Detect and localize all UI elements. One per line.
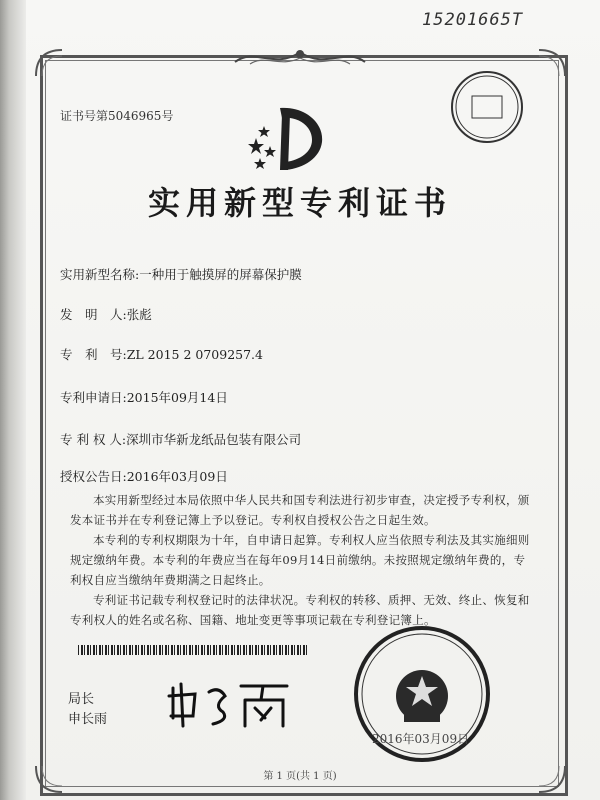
- body-paragraph: 本实用新型经过本局依照中华人民共和国专利法进行初步审查，决定授予专利权，颁发本证书并在专利登记簿上予以登记。专利权自授权公告之日起生效。: [70, 493, 530, 527]
- field-value: 2016年03月09日: [126, 469, 228, 484]
- barcode: [78, 645, 308, 655]
- top-ornament-icon: [230, 42, 370, 72]
- field-application-date: [60, 388, 228, 406]
- field-patentee: [60, 430, 301, 448]
- page-number: 第 1 页(共 1 页): [263, 771, 337, 782]
- tax-stamp-seal: [448, 68, 526, 146]
- field-value: 张彪: [126, 307, 152, 322]
- page-title: 实用新型专利证书: [147, 184, 452, 222]
- field-value: 一种用于触摸屏的屏幕保护膜: [139, 267, 302, 282]
- patent-office-emblem-icon: [242, 100, 332, 175]
- body-paragraph: 本专利的专利权期限为十年，自申请日起算。专利权人应当依照专利法及其实施细则规定缴纳年费。本专利的年费应当在每年09月14日前缴纳。未按照规定缴纳年费的，专利权自应当缴纳年费期满之日起终止。: [70, 533, 530, 587]
- field-label: 专 利 号:: [60, 347, 127, 362]
- field-value: 深圳市华新龙纸品包装有限公司: [126, 432, 302, 447]
- scan-edge-shadow: [0, 0, 26, 800]
- field-label: 实用新型名称:: [60, 267, 140, 282]
- handwritten-signature: [165, 676, 295, 731]
- signatory-name: 申长雨: [68, 712, 108, 727]
- body-paragraph: 专利证书记载专利权登记时的法律状况。专利权的转移、质押、无效、终止、恢复和专利权人的姓名或名称、国籍、地址变更等事项记载在专利登记簿上。: [70, 593, 530, 627]
- field-label: 专 利 权 人:: [60, 432, 127, 447]
- field-inventor: [60, 305, 152, 323]
- field-value: 2015年09月14日: [126, 390, 228, 405]
- signatory-role: 局长: [68, 692, 95, 707]
- field-label: 发 明 人:: [60, 307, 127, 322]
- corner-ornament-icon: [537, 48, 567, 78]
- field-patent-number: [60, 345, 263, 363]
- seal-date: 2016年03月09日: [372, 732, 470, 746]
- field-label: 授权公告日:: [60, 469, 127, 484]
- field-label: 专利申请日:: [60, 390, 127, 405]
- field-value: ZL 2015 2 0709257.4: [126, 347, 263, 362]
- handwritten-note: 15201665T: [422, 10, 524, 30]
- field-grant-date: [60, 467, 228, 485]
- corner-ornament-icon: [34, 48, 64, 78]
- certificate-number: 证书号第5046965号: [60, 109, 174, 123]
- field-utility-model-name: [60, 265, 302, 283]
